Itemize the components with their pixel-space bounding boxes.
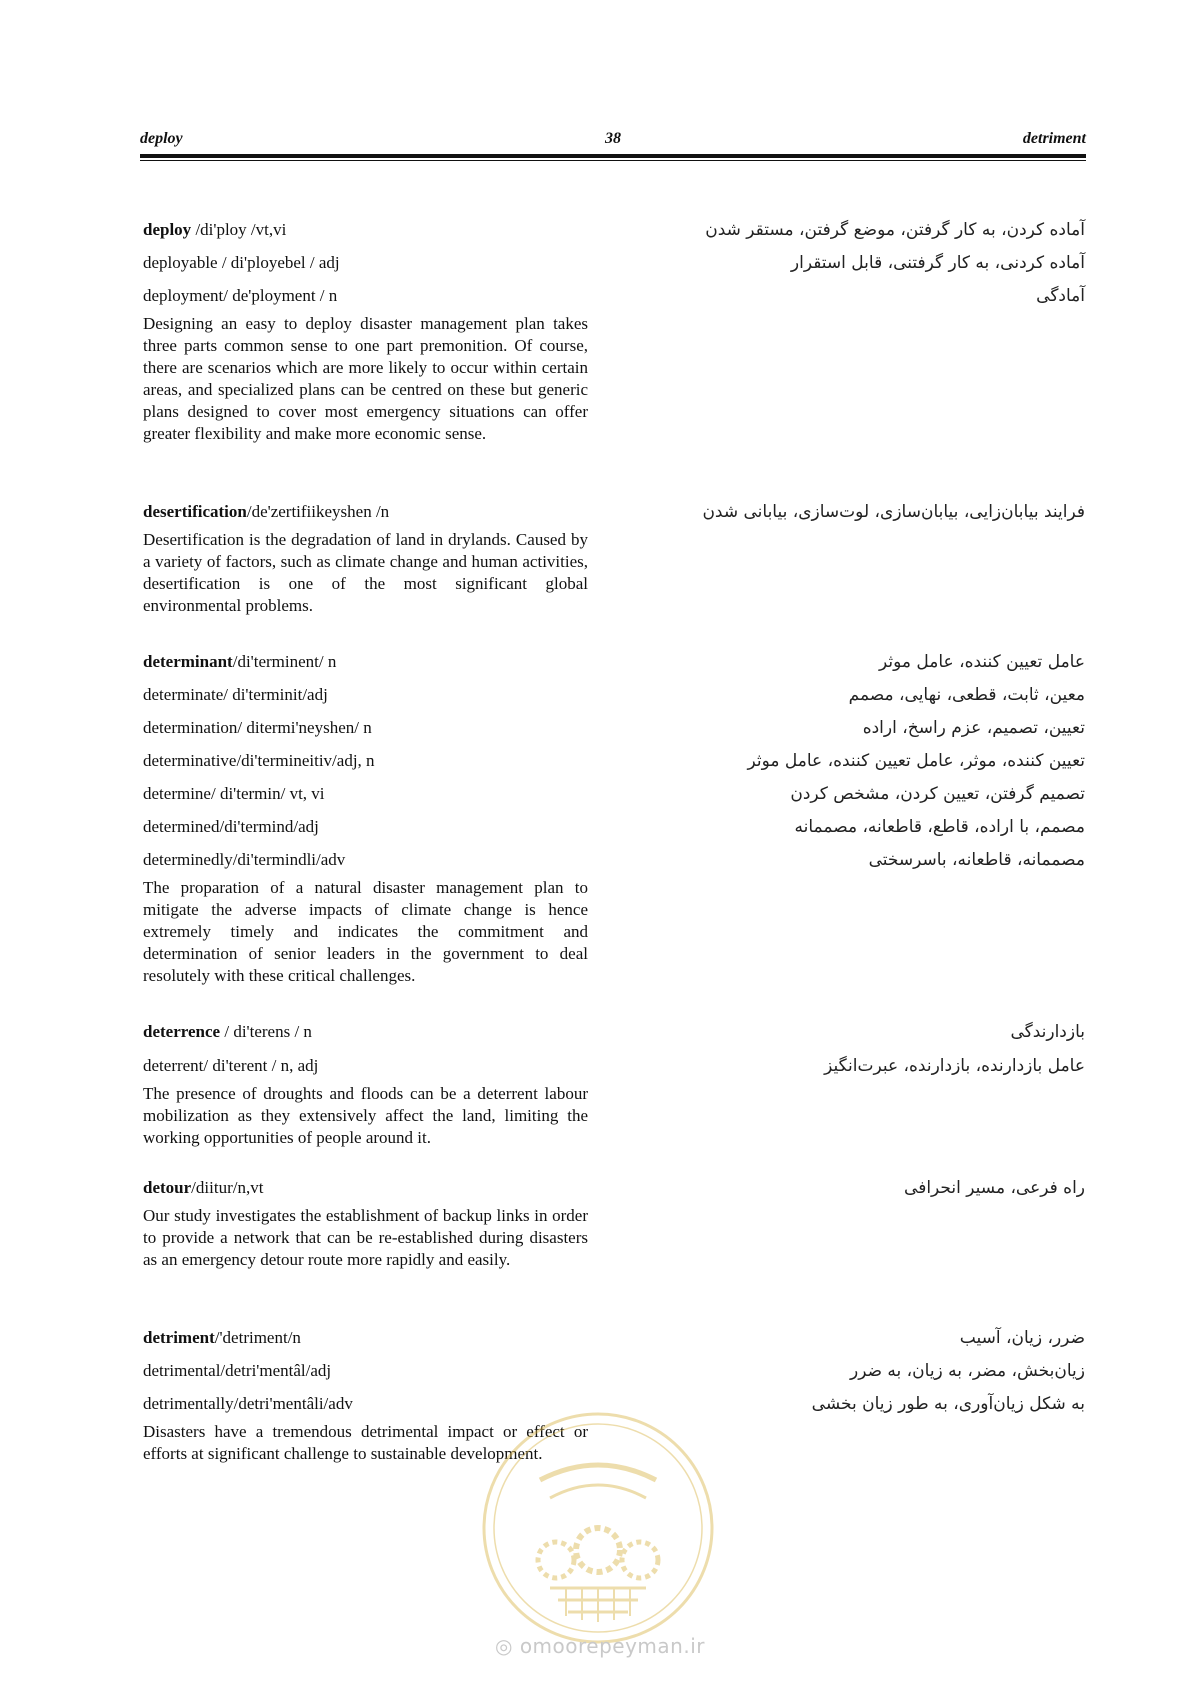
example-paragraph: Designing an easy to deploy disaster management plan takes three parts common sense to one part premonition. Of course, there are scenarios which are more likely to occur within certain areas, and specialized plans can be centred on these but generic plans designed to cover most emergency situations can offer greater flexibility and make more economic sense.: [143, 314, 588, 443]
header-right-guideword: detriment: [1022, 130, 1086, 147]
headword: desertification: [143, 502, 247, 521]
derived-form: determined/di'termind/adj: [143, 817, 319, 836]
persian-translation: تصمیم گرفتن، تعیین کردن، مشخص کردن: [790, 784, 1085, 804]
persian-translation: عامل بازدارنده، بازدارنده، عبرت‌انگیز: [824, 1056, 1085, 1076]
seal-emblem: [484, 1414, 712, 1642]
pronunciation: / di'terens / n: [220, 1022, 312, 1041]
pronunciation: /'detriment/n: [214, 1328, 301, 1347]
headword-row: [143, 220, 286, 240]
headword: detriment: [143, 1328, 215, 1347]
header-rule-thin: [140, 160, 1086, 161]
pronunciation: /de'zertifiikeyshen /n: [246, 502, 390, 521]
persian-translation: زیان‌بخش، مضر، به زیان، به ضرر: [849, 1361, 1085, 1381]
derived-form: deployment/ de'ployment / n: [143, 286, 338, 305]
headword: deterrence: [143, 1022, 221, 1041]
headword: detour: [143, 1178, 192, 1197]
derived-form: determination/ ditermi'neyshen/ n: [143, 718, 372, 737]
persian-translation: مصممانه، قاطعانه، باسرسختی: [868, 850, 1085, 870]
derived-form: determinate/ di'terminit/adj: [143, 685, 328, 704]
persian-translation: به شکل زیان‌آوری، به طور زیان بخشی: [811, 1394, 1085, 1414]
persian-translation: راه فرعی، مسیر انحرافی: [904, 1178, 1085, 1198]
derived-form: deployable / di'ployebel / adj: [143, 253, 340, 272]
persian-translation: ضرر، زیان، آسیب: [959, 1328, 1085, 1348]
headword-row: [143, 502, 389, 522]
header-rule-thick: [140, 154, 1086, 158]
derived-form: detrimental/detri'mentâl/adj: [143, 1361, 332, 1380]
headword: deploy: [143, 220, 192, 239]
persian-translation: آماده کردن، به کار گرفتن، موضع گرفتن، مستقر شدن: [705, 220, 1085, 240]
derived-form: detrimentally/detri'mentâli/adv: [143, 1394, 353, 1413]
pronunciation: /di'ploy /vt,vi: [191, 220, 287, 239]
derived-form: deterrent/ di'terent / n, adj: [143, 1056, 319, 1075]
headword-row: [143, 1178, 263, 1198]
example-paragraph: Desertification is the degradation of land in drylands. Caused by a variety of factors, such as climate change and human activities, desertification is one of the most significant global environmental problems.: [143, 530, 588, 615]
watermark-site: ◎ omoorepeyman.ir: [495, 1634, 705, 1658]
persian-translation: آماده کردنی، به کار گرفتنی، قابل استقرار: [790, 253, 1085, 273]
pronunciation: /diitur/n,vt: [191, 1178, 264, 1197]
headword-row: [143, 1328, 301, 1348]
persian-translation: معین، ثابت، قطعی، نهایی، مصمم: [848, 685, 1085, 705]
watermark-site-text: omoorepeyman.ir: [519, 1634, 705, 1658]
example-paragraph: Our study investigates the establishment of backup links in order to provide a network that can be re-established during disasters as an emergency detour route more rapidly and easily.: [143, 1206, 588, 1269]
watermark-seal: [480, 1410, 716, 1646]
running-header: [140, 130, 1086, 150]
headword-row: [143, 652, 336, 672]
derived-form: determine/ di'termin/ vt, vi: [143, 784, 325, 803]
pronunciation: /di'terminent/ n: [232, 652, 337, 671]
persian-translation: تعیین، تصمیم، عزم راسخ، اراده: [862, 718, 1085, 738]
persian-translation: مصمم، با اراده، قاطع، قاطعانه، مصممانه: [794, 817, 1085, 837]
persian-translation: فرایند بیابان‌زایی، بیابان‌سازی، لوت‌سازی، بیابانی شدن: [702, 502, 1085, 522]
example-paragraph: The presence of droughts and floods can be a deterrent labour mobilization as they extensively affect the land, limiting the working opportunities of people around it.: [143, 1084, 588, 1147]
header-left-guideword: deploy: [140, 130, 183, 147]
persian-translation: تعیین کننده، موثر، عامل تعیین کننده، عامل موثر: [747, 751, 1085, 771]
headword-row: [143, 1022, 312, 1042]
persian-translation: عامل تعیین کننده، عامل موثر: [878, 652, 1085, 672]
persian-translation: بازدارندگی: [1010, 1022, 1085, 1042]
page-number: 38: [605, 130, 621, 147]
example-paragraph: Disasters have a tremendous detrimental impact or effect or efforts at significant challenge to sustainable development.: [143, 1422, 588, 1463]
example-paragraph: The proparation of a natural disaster management plan to mitigate the adverse impacts of climate change is hence extremely timely and indicates the commitment and determination of senior leaders in the government to deal resolutely with these critical challenges.: [143, 878, 588, 985]
derived-form: determinative/di'termineitiv/adj, n: [143, 751, 375, 770]
persian-translation: آمادگی: [1036, 286, 1085, 306]
headword: determinant: [143, 652, 233, 671]
derived-form: determinedly/di'termindli/adv: [143, 850, 346, 869]
